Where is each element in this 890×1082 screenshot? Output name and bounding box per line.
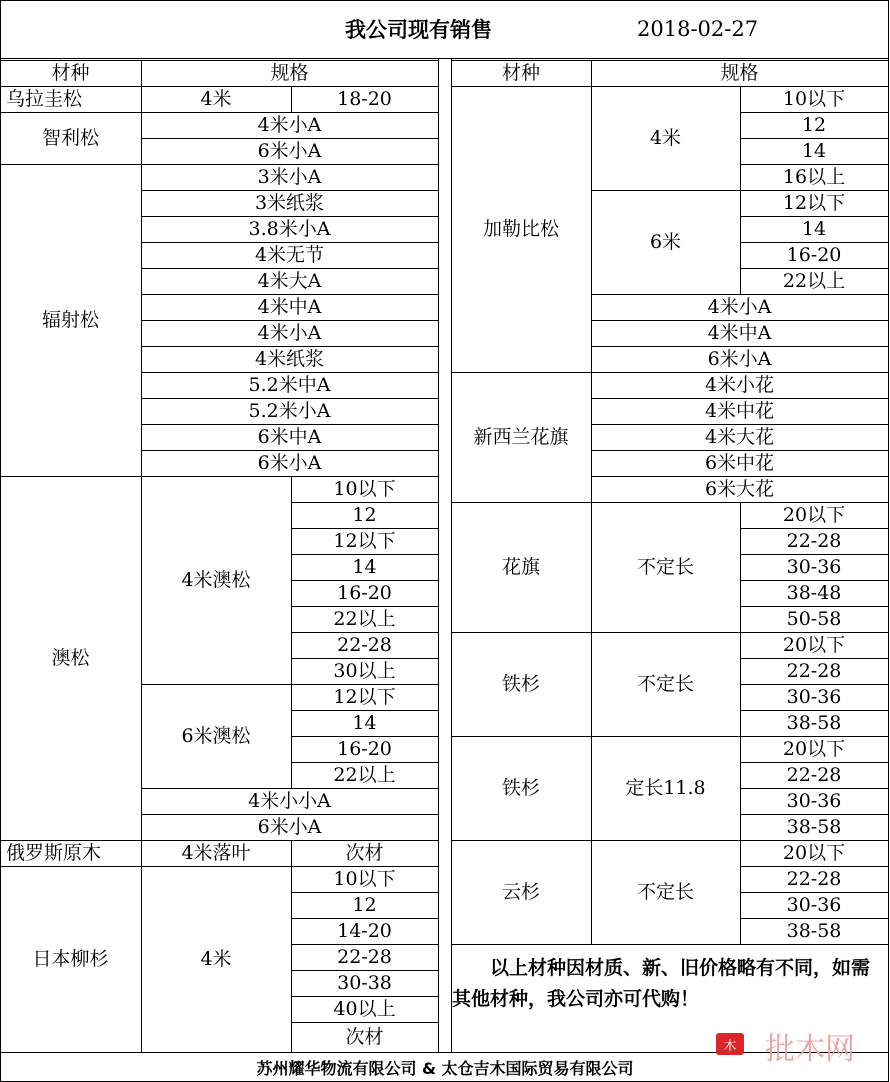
yunshan-spec: 30-36 [786, 893, 842, 916]
fushe-spec: 4米纸浆 [254, 347, 325, 370]
ao-4m-spec: 16-20 [337, 581, 392, 604]
watermark-badge: 木 [716, 1033, 744, 1055]
riben-spec: 22-28 [337, 945, 392, 968]
tieshan1-spec: 20以下 [782, 633, 846, 656]
species-tieshan1: 铁杉 [501, 672, 540, 695]
yunshan-length: 不定长 [636, 880, 694, 903]
huaqi-spec: 30-36 [786, 555, 842, 578]
ao-4m-spec: 12以下 [333, 529, 396, 552]
tieshan2-spec: 38-58 [786, 815, 842, 838]
fushe-spec: 3米纸浆 [254, 191, 325, 214]
species-xinxilan: 新西兰花旗 [473, 425, 569, 448]
species-tieshan2: 铁杉 [501, 776, 540, 799]
riben-spec: 30-38 [337, 971, 392, 994]
fushe-spec: 4米中A [257, 295, 322, 318]
fushe-spec: 4米大A [257, 269, 322, 292]
ao-4m-spec: 22-28 [337, 633, 392, 656]
title-row [0, 0, 890, 58]
riben-length: 4米 [200, 947, 232, 970]
riben-spec: 10以下 [333, 867, 396, 890]
jialebi-6m-group: 6米 [649, 230, 682, 253]
wula-length: 4米 [200, 87, 232, 110]
ao-4m-spec: 14 [352, 555, 377, 578]
jialebi-4m-spec: 10以下 [782, 87, 846, 110]
jialebi-6m-spec: 16-20 [786, 243, 842, 266]
date-label: 2018-02-27 [637, 17, 759, 41]
ao-4m-spec: 22以上 [333, 607, 396, 630]
fushe-spec: 4米无节 [254, 243, 325, 266]
jialebi-6m-spec: 14 [801, 217, 827, 240]
fushe-spec: 6米小A [257, 451, 322, 474]
ao-6m-group: 6米澳松 [181, 724, 251, 747]
ao-6m-spec: 12以下 [333, 685, 396, 708]
xinxilan-spec: 6米大花 [704, 477, 775, 500]
huaqi-spec: 50-58 [786, 607, 842, 630]
species-huaqi: 花旗 [501, 555, 540, 578]
species-eluosi: 俄罗斯原木 [6, 841, 102, 864]
wula-spec: 18-20 [337, 87, 392, 110]
ao-4m-spec: 30以上 [333, 659, 396, 682]
jialebi-6m-spec: 12以下 [782, 191, 846, 214]
tieshan1-spec: 22-28 [786, 659, 842, 682]
xinxilan-spec: 4米中花 [704, 399, 775, 422]
jialebi-6m-spec: 22以上 [782, 269, 846, 292]
xinxilan-spec: 6米中花 [704, 451, 775, 474]
species-ao: 澳松 [51, 646, 90, 669]
jialebi-extra-spec: 4米中A [707, 321, 772, 344]
fushe-spec: 3米小A [257, 165, 322, 188]
tieshan2-spec: 20以下 [782, 737, 846, 760]
jialebi-extra-spec: 4米小A [707, 295, 772, 318]
jialebi-extra-spec: 6米小A [707, 347, 772, 370]
yunshan-spec: 20以下 [782, 841, 846, 864]
left-header-spec: 规格 [270, 61, 309, 84]
yunshan-spec: 22-28 [786, 867, 842, 890]
fushe-spec: 4米小A [257, 321, 322, 344]
tieshan1-length: 不定长 [636, 672, 694, 695]
ao-6m-spec: 22以上 [333, 763, 396, 786]
riben-spec: 次材 [345, 1025, 384, 1048]
ao-4m-spec: 10以下 [333, 477, 396, 500]
frame-top [0, 0, 889, 1]
jialebi-4m-group: 4米 [649, 126, 682, 149]
tieshan2-spec: 22-28 [786, 763, 842, 786]
zhili-spec: 6米小A [257, 139, 322, 162]
ao-6m-spec: 16-20 [337, 737, 392, 760]
jialebi-4m-spec: 12 [801, 113, 827, 136]
ao-extra-spec: 6米小A [257, 815, 322, 838]
fushe-spec: 5.2米中A [248, 373, 331, 396]
title-bottom [0, 58, 889, 59]
left-header-species: 材种 [51, 61, 90, 84]
huaqi-spec: 38-48 [786, 581, 842, 604]
species-fushe: 辐射松 [41, 308, 99, 331]
tieshan1-spec: 38-58 [786, 711, 842, 734]
riben-spec: 14-20 [337, 919, 392, 942]
jialebi-4m-spec: 16以上 [782, 165, 846, 188]
species-yunshan: 云杉 [501, 880, 540, 903]
right-header-species: 材种 [501, 61, 540, 84]
note-text: 以上材种因材质、新、旧价格略有不同，如需其他材种，我公司亦可代购！ [452, 957, 871, 1010]
right-header-spec: 规格 [720, 61, 759, 84]
huaqi-spec: 22-28 [786, 529, 842, 552]
tieshan2-length: 定长11.8 [625, 776, 706, 799]
zhili-spec: 4米小A [257, 113, 322, 136]
frame-right [888, 0, 889, 1082]
yunshan-spec: 38-58 [786, 919, 842, 942]
ao-extra-spec: 4米小小A [248, 789, 331, 812]
tieshan1-spec: 30-36 [786, 685, 842, 708]
ao-4m-spec: 12 [352, 503, 377, 526]
fushe-spec: 5.2米小A [248, 399, 331, 422]
watermark-text: 批木网 [765, 1032, 855, 1067]
eluosi-length: 4米落叶 [181, 841, 251, 864]
fushe-spec: 6米中A [257, 425, 322, 448]
eluosi-spec: 次材 [345, 841, 384, 864]
jialebi-4m-spec: 14 [801, 139, 827, 162]
ao-4m-group: 4米澳松 [181, 568, 251, 591]
huaqi-length: 不定长 [636, 555, 694, 578]
group-divider [451, 944, 888, 945]
species-zhili: 智利松 [41, 126, 99, 149]
page-title: 我公司现有销售 [345, 17, 492, 42]
huaqi-spec: 20以下 [782, 503, 846, 526]
xinxilan-spec: 4米小花 [704, 373, 775, 396]
species-wula: 乌拉圭松 [6, 87, 83, 110]
footer-company: 苏州耀华物流有限公司 & 太仓吉木国际贸易有限公司 [256, 1058, 634, 1078]
fushe-spec: 3.8米小A [248, 217, 331, 240]
tieshan2-spec: 30-36 [786, 789, 842, 812]
riben-spec: 40以上 [333, 997, 396, 1020]
ao-6m-spec: 14 [352, 711, 377, 734]
riben-spec: 12 [352, 893, 377, 916]
species-jialebi: 加勒比松 [482, 217, 559, 240]
species-riben: 日本柳杉 [32, 947, 109, 970]
left-table-right [438, 58, 439, 1052]
xinxilan-spec: 4米大花 [704, 425, 775, 448]
